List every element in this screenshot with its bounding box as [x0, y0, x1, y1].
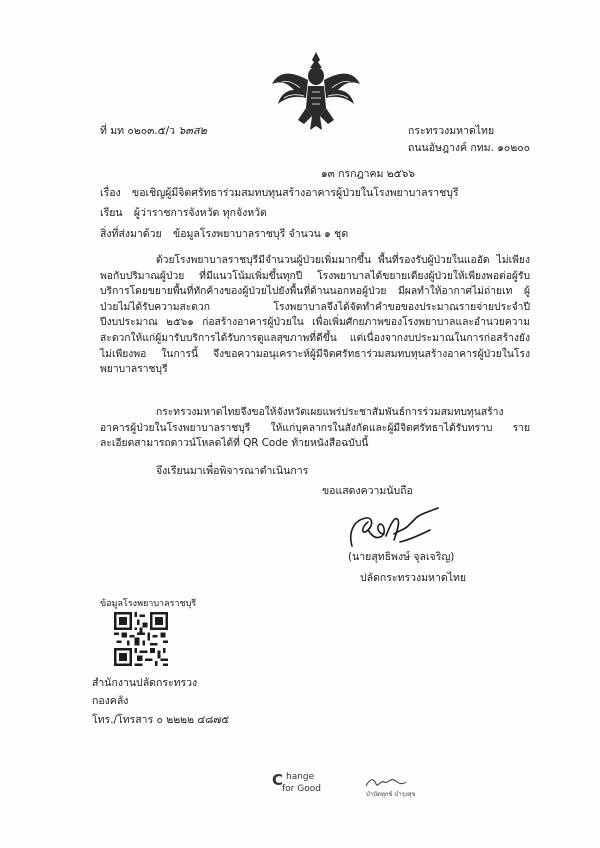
contact-phone: โทร./โทรสาร ๐ ๒๒๒๒ ๔๘๗๕	[92, 714, 230, 726]
attachment-text: ข้อมูลโรงพยาบาลราชบุรี จำนวน ๑ ชุด	[173, 228, 349, 240]
change-logo-subtext: for Good	[282, 784, 321, 794]
recipient-label: เรียน	[100, 207, 123, 219]
recipient-line	[100, 206, 267, 220]
reference-number	[100, 124, 207, 138]
body-paragraph-3: จึงเรียนมาเพื่อพิจารณาดำเนินการ	[156, 465, 309, 477]
attachment-line	[100, 227, 348, 241]
signer-title: ปลัดกระทรวงมหาดไทย	[360, 572, 467, 584]
handwritten-signature	[338, 506, 442, 552]
qr-caption: ข้อมูลโรงพยาบาลราชบุรี	[100, 599, 197, 609]
subject-line	[100, 186, 459, 200]
ministry-name: กระทรวงมหาดไทย	[408, 125, 495, 137]
qr-code[interactable]	[114, 612, 168, 666]
garuda-emblem	[270, 50, 362, 132]
subject-label: เรื่อง	[100, 187, 121, 199]
change-logo-text: hange	[286, 772, 315, 782]
ministry-address: ถนนอัษฎางค์ กทม. ๑๐๒๐๐	[408, 142, 531, 154]
letter-date: ๑๓ กรกฎาคม ๒๕๖๖	[321, 168, 415, 180]
reference-label: ที่ มท ๐๒๐๓.๕/ว	[100, 125, 176, 137]
body-paragraph-2: กระทรวงมหาดไทยจึงขอให้จังหวัดเผยแพร่ประชาสัมพันธ์การร่วมสมทบทุนสร้างอาคารผู้ป่วยในโรงพยาบาลราชบุรี ให้แก่บุคลากรในสังกัดและผู้มีจิตศรัทธาได้รับทราบ รายละเอียดสามารถดาวน์โหลดได้ที่ QR Code ท้ายหนังสือฉบับนี้	[100, 406, 530, 450]
ministry-motto-caption: บำบัดทุกข์ บำรุงสุข	[366, 791, 416, 798]
issuing-division: กองคลัง	[92, 695, 129, 707]
closing-regards: ขอแสดงความนับถือ	[322, 485, 413, 497]
recipient-text: ผู้ว่าราชการจังหวัด ทุกจังหวัด	[133, 207, 267, 219]
signer-name: (นายสุทธิพงษ์ จุลเจริญ)	[348, 551, 455, 563]
subject-text: ขอเชิญผู้มีจิตศรัทธาร่วมสมทบทุนสร้างอาคารผู้ป่วยในโรงพยาบาลราชบุรี	[132, 187, 459, 199]
attachment-label: สิ่งที่ส่งมาด้วย	[100, 228, 162, 240]
reference-handwritten-number: ๖๓ส๒	[178, 124, 207, 137]
issuing-office: สำนักงานปลัดกระทรวง	[92, 677, 198, 689]
change-logo-letter: C	[272, 771, 284, 789]
body-paragraph-1: ด้วยโรงพยาบาลราชบุรีมีจำนวนผู้ป่วยเพิ่มมากขึ้น พื้นที่รองรับผู้ป่วยในแออัด ไม่เพียงพอกับปริมาณผู้ป่วย ที่มีแนวโน้มเพิ่มขึ้นทุกปี โรงพยาบาลได้ขยายเตียงผู้ป่วยให้เพียงพอต่อผู้รับบริการโดยขยายพื้นที่ทักค้างของผู้ป่วยไปยังพื้นที่ด้านนอกหอผู้ป่วย มีผลทำให้อากาศไม่ถ่ายเท ผู้ป่วยไม่ได้รับความสะดวก โรงพยาบาลจึงได้จัดทำคำขอของประมาณรายจ่ายประจำปี ปีงบประมาณ ๒๕๖๑ ก่อสร้างอาคารผู้ป่วยใน เพื่อเพิ่มศักยภาพของโรงพยาบาลและอำนวยความสะดวกให้แก่ผู้มารับบริการได้รับการดูแลสุขภาพที่ดีขึ้น แต่เนื่องจากงบประมาณในการก่อสร้างยังไม่เพียงพอ ในการนี้ จึงขอความอนุเคราะห์ผู้มีจิตศรัทธาร่วมสมทบทุนสร้างอาคารผู้ป่วยในโรงพยาบาลราชบุรี	[100, 254, 530, 376]
